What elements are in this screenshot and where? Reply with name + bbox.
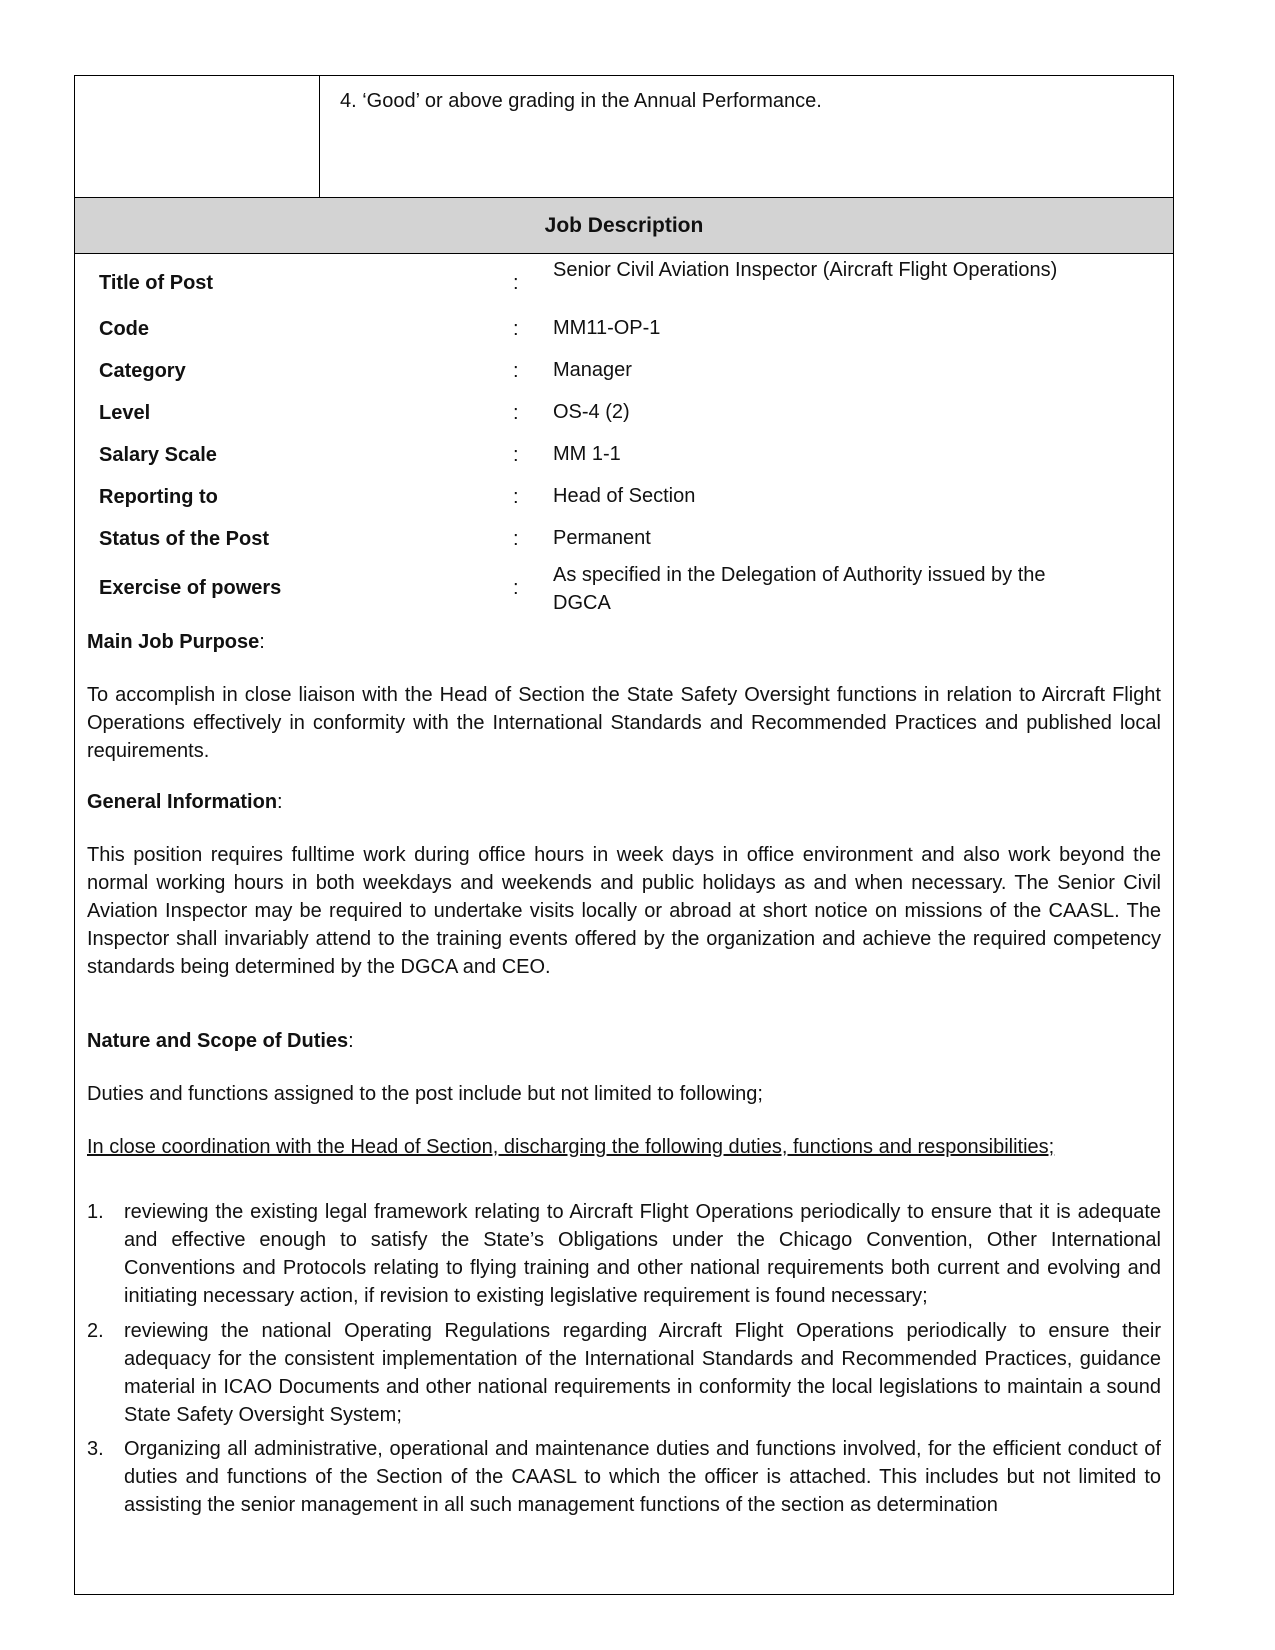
- duty-item: [87, 1198, 1161, 1310]
- info-value: MM11-OP-1: [553, 317, 661, 339]
- info-value: Head of Section: [553, 485, 696, 507]
- info-value: As specified in the Delegation of Authority issued by the DGCA: [553, 564, 1046, 614]
- info-colon: :: [513, 528, 519, 550]
- info-label: Code: [99, 318, 149, 340]
- top-row-left-cell: [75, 76, 320, 197]
- info-value: OS-4 (2): [553, 401, 630, 423]
- info-label: Status of the Post: [99, 528, 270, 550]
- info-row-title: [75, 256, 1173, 312]
- duty-text: Organizing all administrative, operational and maintenance duties and functions involved, for the efficient conduct of duties and functions of the Section of the CAASL to which the officer is attached. This includes but not limited to assisting the senior management in all such management functions of the section as determination: [124, 1438, 1161, 1516]
- duty-number: 1.: [87, 1201, 104, 1223]
- duty-item: [87, 1435, 1161, 1519]
- main-purpose-text: To accomplish in close liaison with the Head of Section the State Safety Oversight functions in relation to Aircraft Flight Operations effectively in conformity with the International Standards and Recommended Practices and published local requirements.: [87, 684, 1161, 762]
- duty-number: 3.: [87, 1438, 104, 1460]
- nature-subheading: In close coordination with the Head of Section, discharging the following duties, functions and responsibilities;: [87, 1136, 1055, 1158]
- info-colon: :: [513, 272, 519, 294]
- heading-colon: :: [259, 631, 265, 653]
- info-value: Manager: [553, 359, 632, 381]
- info-colon: :: [513, 444, 519, 466]
- top-row: [75, 76, 1173, 198]
- heading-text: Main Job Purpose: [87, 631, 260, 653]
- info-colon: :: [513, 360, 519, 382]
- job-description-header: Job Description: [75, 198, 1173, 254]
- info-value: Permanent: [553, 527, 651, 549]
- info-colon: :: [513, 402, 519, 424]
- info-label: Salary Scale: [99, 444, 217, 466]
- main-purpose-heading: [87, 628, 1161, 656]
- duty-text: reviewing the national Operating Regulations regarding Aircraft Flight Operations periodically to ensure their adequacy for the consistent implementation of the International Standards and Recommended Practices, guidance material in ICAO Documents and other national requirements in conformity the local legislations to maintain a sound State Safety Oversight System;: [124, 1320, 1161, 1426]
- info-label: Exercise of powers: [99, 577, 282, 599]
- duty-text: reviewing the existing legal framework relating to Aircraft Flight Operations periodically to ensure that it is adequate and effective enough to satisfy the State’s Obligations under the Chicago Convention, Other International Conventions and Protocols relating to flying training and other national requirements both current and evolving and initiating necessary action, if revision to existing legislative requirement is found necessary;: [124, 1201, 1161, 1307]
- general-info-text: This position requires fulltime work during office hours in week days in office environment and also work beyond the normal working hours in both weekdays and weekends and public holidays as and when necessary. The Senior Civil Aviation Inspector may be required to undertake visits locally or abroad at short notice on missions of the CAASL. The Inspector shall invariably attend to the training events offered by the organization and achieve the required competency standards being determined by the DGCA and CEO.: [87, 844, 1161, 978]
- heading-colon: :: [348, 1030, 354, 1052]
- general-info-heading: [87, 788, 1161, 816]
- nature-intro: Duties and functions assigned to the post include but not limited to following;: [87, 1083, 763, 1105]
- info-label: Category: [99, 360, 186, 382]
- heading-text: Nature and Scope of Duties: [87, 1030, 349, 1052]
- info-value: MM 1-1: [553, 443, 621, 465]
- info-colon: :: [513, 577, 519, 599]
- info-colon: :: [513, 318, 519, 340]
- info-label: Reporting to: [99, 486, 218, 508]
- duty-number: 2.: [87, 1320, 104, 1342]
- document-frame: [74, 75, 1174, 1595]
- info-label: Title of Post: [99, 272, 214, 294]
- info-label: Level: [99, 402, 151, 424]
- heading-colon: :: [277, 791, 283, 813]
- info-row-exercise-of-powers: [75, 561, 1173, 617]
- info-value: Senior Civil Aviation Inspector (Aircraft Flight Operations): [553, 259, 1058, 281]
- nature-heading: [87, 1027, 1161, 1055]
- heading-text: General Information: [87, 791, 278, 813]
- top-row-item: 4. ‘Good’ or above grading in the Annual Performance.: [340, 90, 822, 112]
- duty-item: [87, 1317, 1161, 1429]
- info-colon: :: [513, 486, 519, 508]
